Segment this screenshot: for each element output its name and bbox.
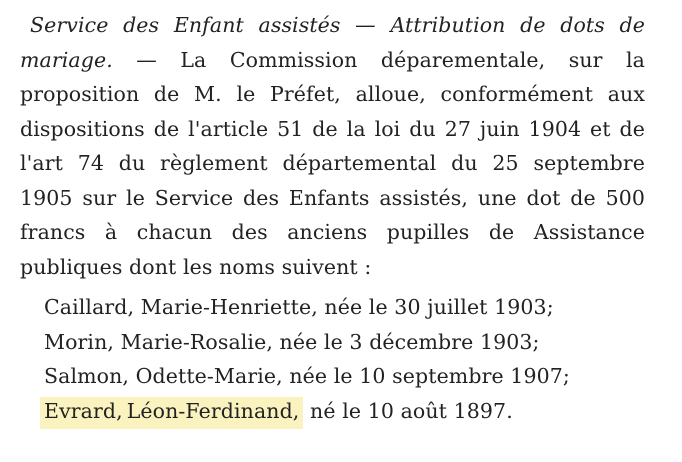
highlighted-surname: Evrard, bbox=[44, 398, 123, 423]
paragraph-body: — La Commission déparementale, sur la proposition de M. le Préfet, alloue, conformément aux dispositions de l'article 51 de la loi du 27 juin 1904 et de l'art 74 du règlement départemental du 25 septembre 1905 sur le Service des Enfants assistés, une dot de 500 francs à chacun des anciens pupilles de Assistance publiques dont les noms suivent : bbox=[20, 47, 645, 279]
list-item: Morin, Marie-Rosalie, née le 3 décembre 1903; bbox=[44, 329, 540, 354]
entry-rest: né le 10 août 1897. bbox=[303, 398, 513, 423]
list-item: Salmon, Odette-Marie, née le 10 septembre 1907; bbox=[44, 364, 570, 388]
highlighted-given-names: Léon-Ferdinand, bbox=[126, 398, 300, 423]
pupil-list bbox=[44, 290, 570, 428]
list-item: Caillard, Marie-Henriette, née le 30 juillet 1903; bbox=[44, 295, 554, 319]
highlight-mark bbox=[40, 397, 303, 429]
highlighted-list-item bbox=[44, 394, 570, 429]
paragraph bbox=[20, 8, 645, 284]
paragraph-heading: Service des Enfant assistés — Attribution de dots de mariage. bbox=[20, 13, 645, 72]
